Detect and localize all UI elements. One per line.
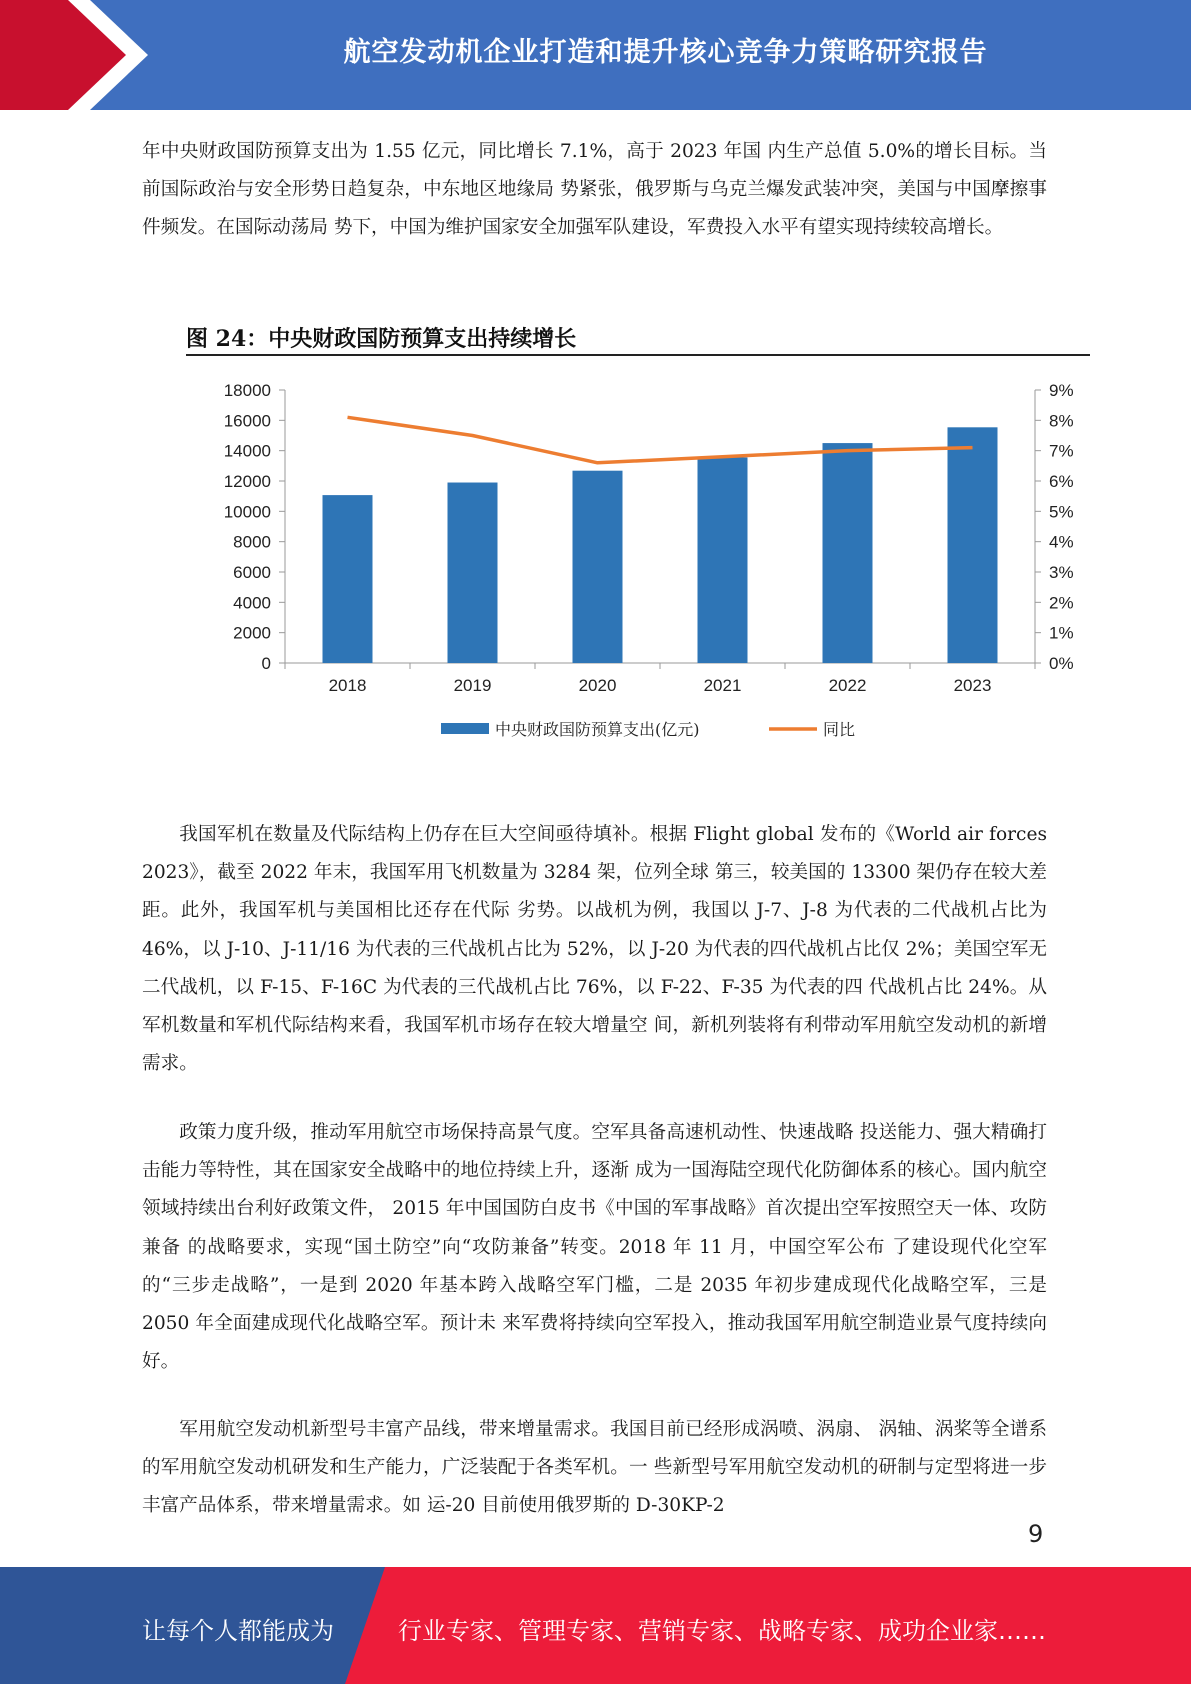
x-tick-label: 2023: [953, 676, 992, 695]
footer-slogan-left: 让每个人都能成为: [142, 1617, 334, 1645]
header-arrow-graphic: [0, 0, 160, 110]
left-tick-label: 16000: [223, 411, 271, 431]
bar-2022: [823, 443, 873, 663]
bar-2020: [573, 471, 623, 663]
figure-caption: 图 24：中央财政国防预算支出持续增长: [186, 326, 577, 352]
x-tick-label: 2022: [828, 676, 867, 695]
bar-2023: [948, 427, 998, 663]
right-tick-label: 9%: [1049, 381, 1074, 400]
body-paragraph-2: 我国军机在数量及代际结构上仍存在巨大空间亟待填补。根据 Flight global 发布的《World air forces 2023》，截至 2022 年末，我国军用飞机数量为 3284 架，位列全球 第三，较美国的 13300 架仍存在较大差距。此外，我国军机与美国相比还存在代际 劣势。以战机为例，我国以 J-7、J-8 为代表的二代战机占比为 46%，以 J-10、J-11/16 为代表的三代战机占比为 52%，以 J-20 为代表的四代战机占比仅 2%；美国空军无 二代战机，以 F-15、F-16C 为代表的三代战机占比 76%，以 F-22、F-35 为代表的四 代战机占比 24%。从军机数量和军机代际结构来看，我国军机市场存在较大增量空 间，新机列装将有利带动军用航空发动机的新增需求。: [142, 824, 1047, 1075]
bar-2018: [323, 495, 373, 663]
left-tick-label: 6000: [233, 563, 271, 582]
budget-chart: [186, 362, 1096, 752]
chart-legend: [441, 720, 855, 739]
right-tick-label: 3%: [1049, 563, 1074, 582]
x-tick-label: 2019: [453, 676, 492, 695]
body-paragraph-4: 军用航空发动机新型号丰富产品线，带来增量需求。我国目前已经形成涡喷、涡扇、 涡轴、涡桨等全谱系的军用航空发动机研发和生产能力，广泛装配于各类军机。一 些新型号军用航空发动机的研制与定型将进一步丰富产品体系，带来增量需求。如 运-20 目前使用俄罗斯的 D-30KP-2: [142, 1419, 1047, 1517]
right-tick-label: 7%: [1049, 441, 1074, 461]
page-number: 9: [1028, 1520, 1044, 1548]
footer-slogan-right: 行业专家、管理专家、营销专家、战略专家、成功企业家……: [398, 1617, 1046, 1645]
right-tick-label: 0%: [1049, 654, 1074, 673]
right-tick-label: 6%: [1049, 472, 1074, 491]
x-axis-labels: [285, 663, 1035, 695]
right-tick-label: 8%: [1049, 411, 1074, 431]
left-tick-label: 12000: [223, 472, 271, 491]
body-paragraph-3: 政策力度升级，推动军用航空市场保持高景气度。空军具备高速机动性、快速战略 投送能力、强大精确打击能力等特性，其在国家安全战略中的地位持续上升，逐渐 成为一国海陆空现代化防御体系的核心。国内航空领域持续出台利好政策文件， 2015 年中国国防白皮书《中国的军事战略》首次提出空军按照空天一体、攻防兼备 的战略要求，实现“国土防空”向“攻防兼备”转变。2018 年 11 月，中国空军公布 了建设现代化空军的“三步走战略”，一是到 2020 年基本跨入战略空军门槛，二是 2035 年初步建成现代化战略空军，三是 2050 年全面建成现代化战略空军。预计未 来军费将持续向空军投入，推动我国军用航空制造业景气度持续向好。: [142, 1122, 1047, 1373]
x-tick-label: 2020: [578, 676, 617, 695]
right-tick-label: 5%: [1049, 502, 1074, 522]
body-paragraph-1: 年中央财政国防预算支出为 1.55 亿元，同比增长 7.1%，高于 2023 年国 内生产总值 5.0%的增长目标。当前国际政治与安全形势日趋复杂，中东地区地缘局 势紧张，俄罗斯与乌克兰爆发武装冲突，美国与中国摩擦事件频发。在国际动荡局 势下，中国为维护国家安全加强军队建设，军费投入水平有望实现持续较高增长。: [142, 141, 1047, 239]
left-tick-label: 8000: [233, 532, 271, 552]
footer-band: [0, 1567, 1191, 1684]
right-tick-label: 1%: [1049, 623, 1074, 643]
right-tick-label: 4%: [1049, 532, 1074, 552]
bar-2019: [448, 483, 498, 663]
yoy-line-series: [348, 417, 973, 463]
left-tick-label: 10000: [223, 502, 271, 522]
figure-caption-rule: [186, 354, 1090, 356]
left-axis-ticks: [224, 381, 285, 673]
legend-bar-label: 中央财政国防预算支出(亿元): [495, 720, 700, 739]
plot-axes: [285, 390, 1035, 663]
bar-2021: [698, 457, 748, 663]
x-tick-label: 2018: [328, 676, 367, 695]
right-axis-ticks: [1035, 381, 1074, 673]
legend-line-label: 同比: [823, 720, 856, 739]
left-tick-label: 0: [261, 654, 271, 673]
bar-series: [323, 427, 998, 663]
report-title: 航空发动机企业打造和提升核心竞争力策略研究报告: [343, 37, 988, 68]
left-tick-label: 4000: [233, 593, 271, 613]
x-tick-label: 2021: [703, 676, 742, 695]
left-tick-label: 18000: [223, 381, 271, 400]
legend-bar-swatch: [441, 723, 489, 734]
left-tick-label: 2000: [233, 623, 271, 643]
right-tick-label: 2%: [1049, 593, 1074, 613]
header-band: [0, 0, 1191, 110]
left-tick-label: 14000: [223, 441, 271, 461]
